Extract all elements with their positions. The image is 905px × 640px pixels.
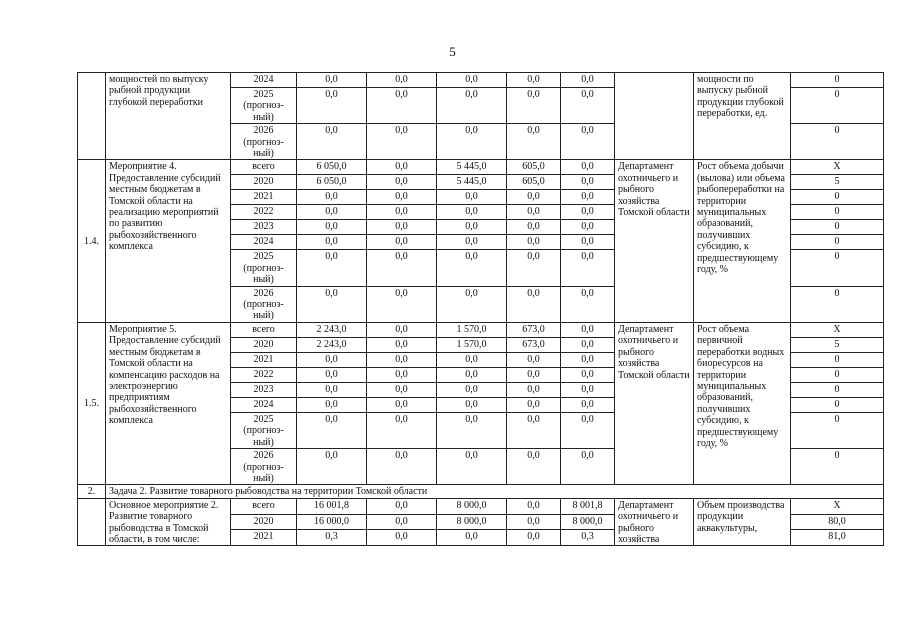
- value-cell: 16 000,0: [297, 514, 367, 530]
- value-cell: 0,0: [437, 190, 507, 205]
- value-cell: 0,0: [437, 449, 507, 485]
- year-cell: 2026 (прогноз-ный): [231, 449, 297, 485]
- value-cell: 0,0: [367, 449, 437, 485]
- year-cell: 2023: [231, 220, 297, 235]
- value-cell: 0,0: [561, 88, 615, 124]
- value-cell: 5 445,0: [437, 160, 507, 175]
- value-cell: 0,0: [297, 190, 367, 205]
- page-number: 5: [449, 44, 456, 59]
- value-cell: 0,0: [297, 286, 367, 322]
- value-cell: 0,0: [367, 124, 437, 160]
- task-row: [78, 485, 884, 498]
- value-cell: 0,3: [561, 530, 615, 546]
- year-cell: 2026 (прогноз-ный): [231, 124, 297, 160]
- value-cell: 1 570,0: [437, 322, 507, 337]
- value-cell: 0,0: [561, 235, 615, 250]
- value-cell: 0,0: [367, 498, 437, 514]
- value-cell: 0,3: [297, 530, 367, 546]
- value-cell: 0,0: [367, 352, 437, 367]
- value-cell: 2 243,0: [297, 322, 367, 337]
- value-cell: 0,0: [507, 220, 561, 235]
- indicator-value-cell: 0: [791, 190, 884, 205]
- value-cell: 0,0: [367, 88, 437, 124]
- indicator-value-cell: X: [791, 498, 884, 514]
- value-cell: 0,0: [561, 190, 615, 205]
- item-index: [78, 498, 106, 546]
- item-index: [78, 73, 106, 160]
- year-cell: 2023: [231, 382, 297, 397]
- indicator-value-cell: 0: [791, 124, 884, 160]
- value-cell: 2 243,0: [297, 337, 367, 352]
- value-cell: 0,0: [367, 367, 437, 382]
- value-cell: 0,0: [507, 412, 561, 448]
- value-cell: 0,0: [367, 337, 437, 352]
- value-cell: 0,0: [561, 73, 615, 88]
- value-cell: 0,0: [367, 235, 437, 250]
- value-cell: 0,0: [367, 205, 437, 220]
- result-indicator-cell: Рост объема первичной переработки водных биоресурсов на территории муниципальных образований, получивших субсидию, к предшествующему году, %: [694, 322, 791, 484]
- value-cell: 0,0: [297, 382, 367, 397]
- value-cell: 0,0: [367, 175, 437, 190]
- value-cell: 0,0: [367, 322, 437, 337]
- value-cell: 0,0: [367, 220, 437, 235]
- value-cell: 6 050,0: [297, 175, 367, 190]
- value-cell: 0,0: [437, 530, 507, 546]
- value-cell: 0,0: [507, 397, 561, 412]
- value-cell: 0,0: [507, 352, 561, 367]
- indicator-value-cell: 0: [791, 352, 884, 367]
- value-cell: 0,0: [561, 220, 615, 235]
- value-cell: 0,0: [437, 235, 507, 250]
- table-row: [78, 73, 884, 88]
- value-cell: 0,0: [297, 449, 367, 485]
- value-cell: 0,0: [507, 124, 561, 160]
- value-cell: 0,0: [297, 205, 367, 220]
- year-cell: 2026 (прогноз-ный): [231, 286, 297, 322]
- value-cell: 0,0: [507, 382, 561, 397]
- value-cell: 0,0: [507, 530, 561, 546]
- value-cell: 0,0: [561, 205, 615, 220]
- executor-cell: Департамент охотничьего и рыбного хозяйства: [615, 498, 694, 546]
- value-cell: 8 000,0: [561, 514, 615, 530]
- value-cell: 605,0: [507, 175, 561, 190]
- value-cell: 0,0: [437, 205, 507, 220]
- indicator-value-cell: 0: [791, 73, 884, 88]
- value-cell: 0,0: [507, 235, 561, 250]
- value-cell: 0,0: [297, 412, 367, 448]
- value-cell: 0,0: [561, 250, 615, 286]
- value-cell: 5 445,0: [437, 175, 507, 190]
- value-cell: 0,0: [437, 352, 507, 367]
- value-cell: 0,0: [507, 205, 561, 220]
- value-cell: 0,0: [507, 88, 561, 124]
- value-cell: 8 001,8: [561, 498, 615, 514]
- value-cell: 0,0: [367, 286, 437, 322]
- value-cell: 0,0: [367, 382, 437, 397]
- value-cell: 0,0: [437, 88, 507, 124]
- indicator-value-cell: 0: [791, 235, 884, 250]
- value-cell: 0,0: [561, 160, 615, 175]
- value-cell: 0,0: [367, 514, 437, 530]
- indicator-value-cell: 0: [791, 382, 884, 397]
- indicator-value-cell: X: [791, 322, 884, 337]
- value-cell: 0,0: [437, 220, 507, 235]
- indicator-value-cell: 0: [791, 250, 884, 286]
- value-cell: 0,0: [561, 382, 615, 397]
- value-cell: 0,0: [297, 73, 367, 88]
- year-cell: 2022: [231, 367, 297, 382]
- year-cell: всего: [231, 498, 297, 514]
- result-indicator-cell: мощности по выпуску рыбной продукции глубокой переработки, ед.: [694, 73, 791, 160]
- task-title: Задача 2. Развитие товарного рыбоводства на территории Томской области: [106, 485, 884, 498]
- value-cell: 0,0: [297, 352, 367, 367]
- year-cell: 2025 (прогноз-ный): [231, 88, 297, 124]
- value-cell: 1 570,0: [437, 337, 507, 352]
- value-cell: 605,0: [507, 160, 561, 175]
- executor-cell: Департамент охотничьего и рыбного хозяйства Томской области: [615, 322, 694, 484]
- value-cell: 8 000,0: [437, 498, 507, 514]
- value-cell: 0,0: [437, 412, 507, 448]
- item-index: 1.5.: [78, 322, 106, 484]
- value-cell: 0,0: [367, 397, 437, 412]
- year-cell: 2021: [231, 530, 297, 546]
- measure-name: мощностей по выпуску рыбной продукции глубокой переработки: [106, 73, 231, 160]
- year-cell: 2020: [231, 337, 297, 352]
- indicator-value-cell: 0: [791, 220, 884, 235]
- value-cell: 0,0: [437, 250, 507, 286]
- value-cell: 6 050,0: [297, 160, 367, 175]
- value-cell: 0,0: [561, 124, 615, 160]
- value-cell: 0,0: [437, 124, 507, 160]
- indicator-value-cell: 0: [791, 286, 884, 322]
- value-cell: 0,0: [561, 397, 615, 412]
- year-cell: 2022: [231, 205, 297, 220]
- measure-name: Основное мероприятие 2. Развитие товарного рыбоводства в Томской области, в том числе:: [106, 498, 231, 546]
- table-row: [78, 322, 884, 337]
- value-cell: 0,0: [367, 160, 437, 175]
- value-cell: 0,0: [297, 250, 367, 286]
- value-cell: 0,0: [297, 88, 367, 124]
- value-cell: 0,0: [507, 367, 561, 382]
- year-cell: 2021: [231, 190, 297, 205]
- program-table: [77, 72, 884, 546]
- indicator-value-cell: 0: [791, 397, 884, 412]
- executor-cell: [615, 73, 694, 160]
- result-indicator-cell: Рост объема добычи (вылова) или объема рыбопереработки на территории муниципальных образований, получивших субсидию, к предшествующему году, %: [694, 160, 791, 322]
- indicator-value-cell: 0: [791, 367, 884, 382]
- value-cell: 0,0: [437, 397, 507, 412]
- value-cell: 0,0: [297, 220, 367, 235]
- value-cell: 8 000,0: [437, 514, 507, 530]
- value-cell: 0,0: [507, 286, 561, 322]
- value-cell: 673,0: [507, 322, 561, 337]
- indicator-value-cell: X: [791, 160, 884, 175]
- value-cell: 0,0: [507, 449, 561, 485]
- item-index: 1.4.: [78, 160, 106, 322]
- indicator-value-cell: 5: [791, 175, 884, 190]
- value-cell: 0,0: [561, 322, 615, 337]
- indicator-value-cell: 80,0: [791, 514, 884, 530]
- value-cell: 0,0: [367, 412, 437, 448]
- value-cell: 0,0: [367, 190, 437, 205]
- value-cell: 0,0: [297, 124, 367, 160]
- task-index: 2.: [78, 485, 106, 498]
- measure-name: Мероприятие 4. Предоставление субсидий местным бюджетам в Томской области на реализацию мероприятий по развитию рыбохозяйственного комплекса: [106, 160, 231, 322]
- value-cell: 0,0: [437, 286, 507, 322]
- indicator-value-cell: 5: [791, 337, 884, 352]
- value-cell: 0,0: [437, 367, 507, 382]
- value-cell: 0,0: [297, 397, 367, 412]
- year-cell: 2020: [231, 175, 297, 190]
- value-cell: 0,0: [507, 250, 561, 286]
- value-cell: 0,0: [437, 382, 507, 397]
- value-cell: 0,0: [561, 286, 615, 322]
- value-cell: 0,0: [561, 175, 615, 190]
- indicator-value-cell: 0: [791, 88, 884, 124]
- value-cell: 0,0: [367, 250, 437, 286]
- year-cell: всего: [231, 160, 297, 175]
- indicator-value-cell: 0: [791, 412, 884, 448]
- value-cell: 673,0: [507, 337, 561, 352]
- year-cell: 2020: [231, 514, 297, 530]
- table-row: [78, 160, 884, 175]
- value-cell: 0,0: [367, 530, 437, 546]
- value-cell: 0,0: [561, 449, 615, 485]
- result-indicator-cell: Объем производства продукции аквакультуры,: [694, 498, 791, 546]
- value-cell: 0,0: [507, 190, 561, 205]
- measure-name: Мероприятие 5. Предоставление субсидий местным бюджетам в Томской области на компенсацию расходов на электроэнергию предприятиям рыбохозяйственного комплекса: [106, 322, 231, 484]
- value-cell: 0,0: [507, 73, 561, 88]
- year-cell: 2025 (прогноз-ный): [231, 250, 297, 286]
- value-cell: 16 001,8: [297, 498, 367, 514]
- value-cell: 0,0: [561, 352, 615, 367]
- value-cell: 0,0: [297, 367, 367, 382]
- value-cell: 0,0: [561, 367, 615, 382]
- value-cell: 0,0: [561, 337, 615, 352]
- indicator-value-cell: 81,0: [791, 530, 884, 546]
- year-cell: всего: [231, 322, 297, 337]
- value-cell: 0,0: [437, 73, 507, 88]
- year-cell: 2024: [231, 73, 297, 88]
- value-cell: 0,0: [367, 73, 437, 88]
- year-cell: 2021: [231, 352, 297, 367]
- year-cell: 2024: [231, 397, 297, 412]
- year-cell: 2025 (прогноз-ный): [231, 412, 297, 448]
- executor-cell: Департамент охотничьего и рыбного хозяйства Томской области: [615, 160, 694, 322]
- indicator-value-cell: 0: [791, 449, 884, 485]
- table-row: [78, 498, 884, 514]
- value-cell: 0,0: [507, 498, 561, 514]
- value-cell: 0,0: [297, 235, 367, 250]
- value-cell: 0,0: [507, 514, 561, 530]
- indicator-value-cell: 0: [791, 205, 884, 220]
- value-cell: 0,0: [561, 412, 615, 448]
- year-cell: 2024: [231, 235, 297, 250]
